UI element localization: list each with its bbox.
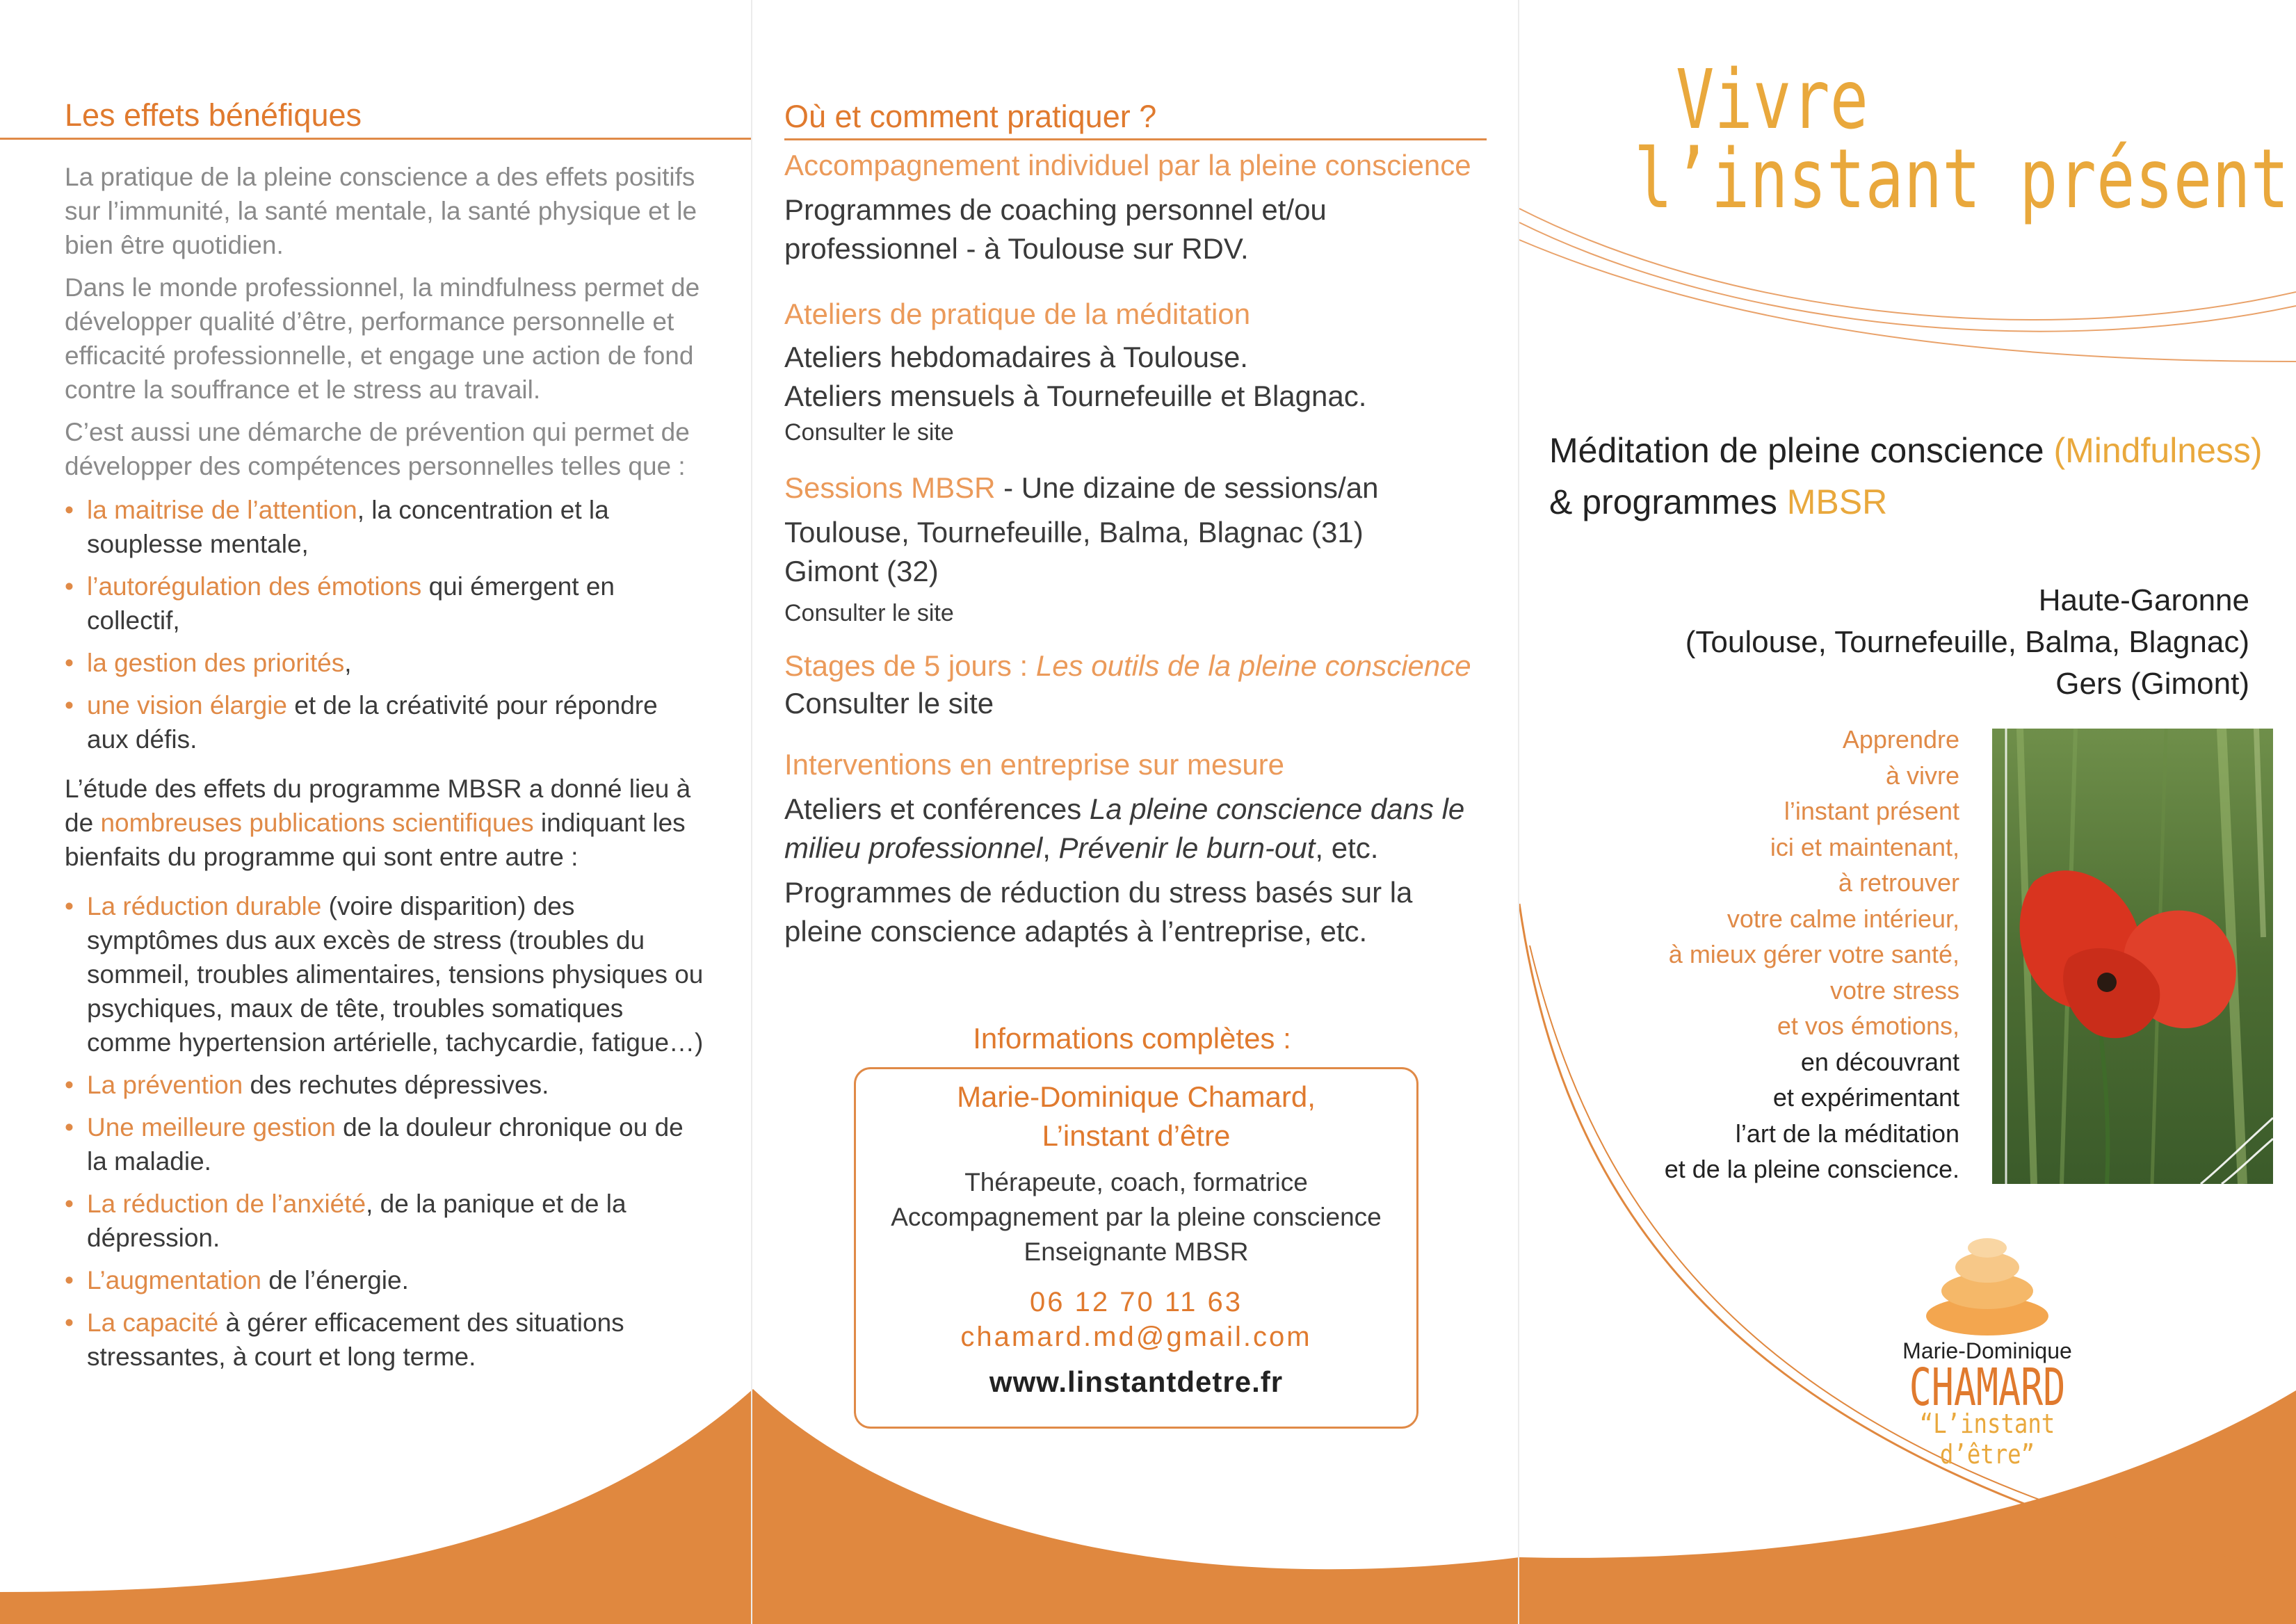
- location-line: Gers (Gimont): [2055, 667, 2249, 701]
- list-item: • la maitrise de l’attention, la concentration et la souplesse mentale,: [65, 493, 704, 561]
- fold-divider-left: [751, 0, 752, 1624]
- poppy-photo: [1992, 729, 2273, 1184]
- contact-name: Marie-Dominique Chamard,: [957, 1080, 1316, 1113]
- info-heading: Informations complètes :: [973, 1022, 1291, 1055]
- bullet-dot: •: [65, 892, 74, 920]
- bullet-dot: •: [65, 1266, 74, 1294]
- middle-heading: Où et comment pratiquer ?: [784, 99, 1157, 134]
- middle-heading-rule: [784, 138, 1487, 140]
- intro-paragraph-1: La pratique de la pleine conscience a des effets positifs sur l’immunité, la santé mentale, la santé physique et le bien être quotidien.: [65, 163, 697, 259]
- list-item: • La réduction durable (voire disparition) des symptômes dus aux excès de stress (troubles du sommeil, troubles alimentaires, tensions physiques ou psychiques, maux de tête, troubles somatiques comme hypertension artérielle, tachycardie, fatigue…): [65, 889, 704, 1059]
- list-item: • La prévention des rechutes dépressives.: [65, 1068, 704, 1102]
- phrase-line: à mieux gérer votre santé,: [1668, 940, 1959, 968]
- phrase-line: l’instant présent: [1784, 797, 1959, 825]
- contact-card: [854, 1067, 1418, 1429]
- top-swoosh-3: [1519, 240, 2296, 362]
- section-title: Stages de 5 jours : Les outils de la pleine conscience: [784, 649, 1471, 682]
- list-item: • l’autorégulation des émotions qui émergent en collectif,: [65, 569, 704, 638]
- subtitle-line-2: & programmes MBSR: [1549, 482, 1888, 521]
- location-line: Haute-Garonne: [2038, 583, 2249, 617]
- section-body: Toulouse, Tournefeuille, Balma, Blagnac (31): [784, 516, 1364, 549]
- contact-role: Accompagnement par la pleine conscience: [891, 1203, 1382, 1231]
- subtitle-line-1: Méditation de pleine conscience (Mindfulness): [1549, 431, 2263, 470]
- section-body: Programmes de réduction du stress basés sur la pleine conscience adaptés à l’entreprise, etc.: [784, 876, 1413, 948]
- phrase-line: l’art de la méditation: [1735, 1119, 1959, 1148]
- bullet-dot: •: [65, 649, 74, 677]
- left-content: [65, 160, 704, 1374]
- bullet-dot: •: [65, 1189, 74, 1218]
- list-item: • une vision élargie et de la créativité pour répondre aux défis.: [65, 688, 704, 756]
- bullet-dot: •: [65, 1071, 74, 1099]
- logo-name: Marie-Dominique: [1902, 1338, 2072, 1363]
- pebbles-logo-icon: [1904, 1234, 2071, 1338]
- consult-site-link[interactable]: Consulter le site: [784, 600, 954, 626]
- contact-brand: L’instant d’être: [1042, 1119, 1231, 1152]
- phrase-line: votre calme intérieur,: [1727, 904, 1959, 933]
- contact-role: Thérapeute, coach, formatrice: [964, 1168, 1308, 1196]
- intro-paragraph-2: Dans le monde professionnel, la mindfulness permet de développer qualité d’être, performance personnelle et efficacité professionnelle, et engage une action de fond contre la souffrance et le stress au travail.: [65, 273, 700, 404]
- top-swoosh-2: [1519, 222, 2296, 332]
- list-item: • La capacité à gérer efficacement des situations stressantes, à court et long terme.: [65, 1306, 704, 1374]
- section-body: Programmes de coaching personnel et/ou professionnel - à Toulouse sur RDV.: [784, 193, 1327, 265]
- left-wave: [0, 1389, 753, 1624]
- locations: [1599, 580, 2249, 705]
- section-title: Ateliers de pratique de la méditation: [784, 298, 1251, 330]
- contact-phone[interactable]: 06 12 70 11 63: [1030, 1287, 1243, 1317]
- phrase-line: et vos émotions,: [1777, 1012, 1959, 1040]
- bullet-dot: •: [65, 496, 74, 524]
- title-line-2: l’instant présent: [1634, 131, 2290, 227]
- list-item: • la gestion des priorités,: [65, 646, 704, 680]
- section-title: Accompagnement individuel par la pleine conscience: [784, 149, 1471, 181]
- section-body: Gimont (32): [784, 555, 939, 587]
- intro-phrases: [1599, 722, 1959, 1187]
- left-heading-rule: [0, 138, 751, 140]
- study-paragraph: L’étude des effets du programme MBSR a donné lieu à de nombreuses publications scientifiques indiquant les bienfaits du programme qui sont entre autre :: [65, 774, 691, 871]
- fold-divider-right: [1518, 0, 1519, 1624]
- phrase-line: et expérimentant: [1772, 1083, 1959, 1112]
- list-item: • Une meilleure gestion de la douleur chronique ou de la maladie.: [65, 1110, 704, 1178]
- logo-surname: CHAMARD: [1909, 1358, 2066, 1418]
- contact-role: Enseignante MBSR: [1024, 1237, 1249, 1266]
- middle-content: [784, 147, 1494, 951]
- left-heading: Les effets bénéfiques: [65, 97, 362, 133]
- title-line-1: Vivre: [1676, 51, 1869, 147]
- phrase-line: Apprendre: [1842, 725, 1959, 754]
- logo-tagline: “L’instant d’être”: [1919, 1408, 2055, 1470]
- list-item: • L’augmentation de l’énergie.: [65, 1263, 704, 1297]
- section-body: Ateliers mensuels à Tournefeuille et Blagnac.: [784, 380, 1367, 412]
- bullet-dot: •: [65, 1308, 74, 1337]
- consult-site-link[interactable]: Consulter le site: [784, 419, 954, 446]
- consult-site-link[interactable]: Consulter le site: [784, 687, 994, 720]
- section-title: Interventions en entreprise sur mesure: [784, 748, 1285, 781]
- bullet-dot: •: [65, 1113, 74, 1142]
- bullet-dot: •: [65, 691, 74, 720]
- phrase-line: ici et maintenant,: [1770, 832, 1959, 861]
- list-item: • La réduction de l’anxiété, de la panique et de la dépression.: [65, 1187, 704, 1255]
- skills-list: [65, 493, 704, 756]
- phrase-line: à vivre: [1885, 761, 1959, 790]
- phrase-line: à retrouver: [1838, 868, 1959, 897]
- benefits-list: [65, 889, 704, 1374]
- section-body: Ateliers et conférences La pleine conscience dans le milieu professionnel, Prévenir le burn-out, etc.: [784, 793, 1465, 864]
- contact-email[interactable]: chamard.md@gmail.com: [960, 1322, 1312, 1352]
- intro-paragraph-3: C’est aussi une démarche de prévention qui permet de développer des compétences personnelles telles que :: [65, 418, 690, 480]
- phrase-line: et de la pleine conscience.: [1664, 1155, 1959, 1183]
- phrase-line: en découvrant: [1800, 1047, 1959, 1076]
- contact-website[interactable]: www.linstantdetre.fr: [989, 1365, 1284, 1398]
- phrase-line: votre stress: [1829, 975, 1959, 1005]
- location-line: (Toulouse, Tournefeuille, Balma, Blagnac): [1685, 625, 2249, 659]
- bullet-dot: •: [65, 572, 74, 601]
- section-title: Sessions MBSR - Une dizaine de sessions/an: [784, 471, 1379, 504]
- section-body: Ateliers hebdomadaires à Toulouse.: [784, 341, 1248, 373]
